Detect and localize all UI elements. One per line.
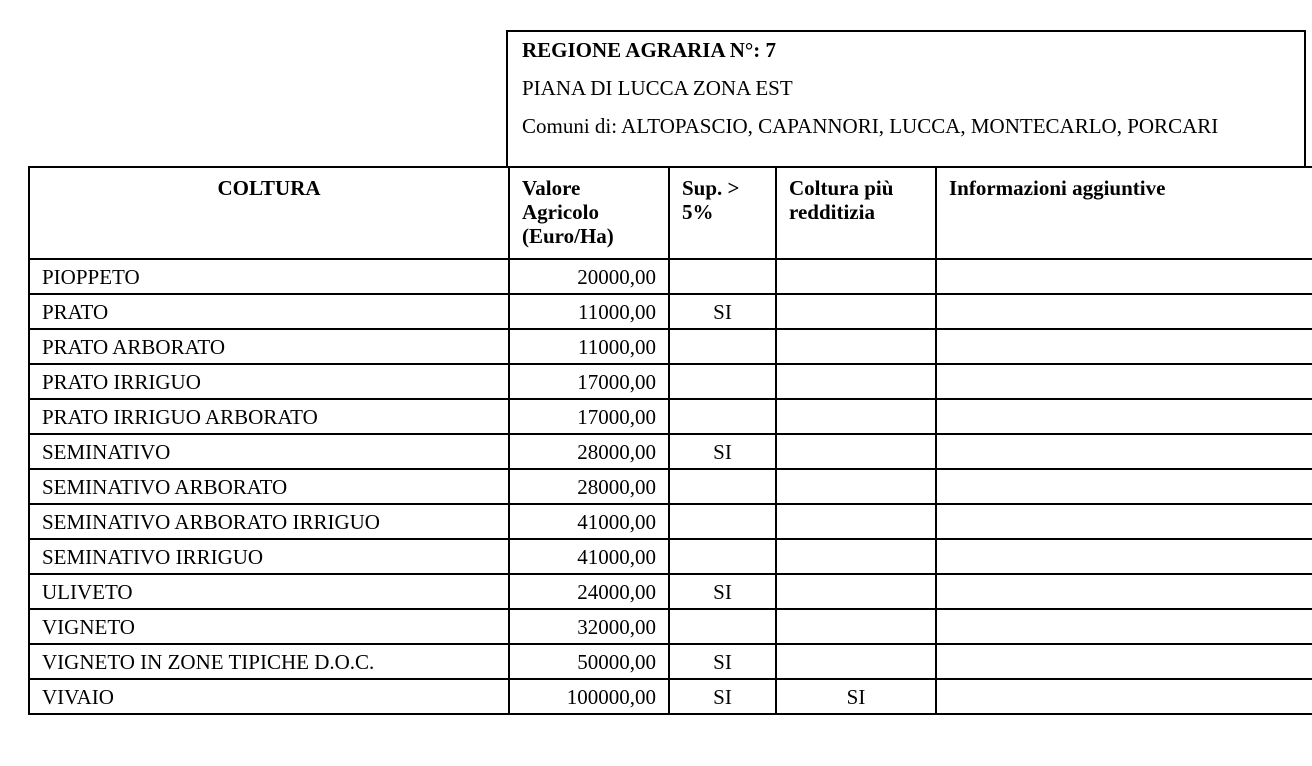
cell-sup: SI: [669, 434, 776, 469]
cell-sup: [669, 539, 776, 574]
cell-sup: [669, 259, 776, 294]
cell-info: [936, 539, 1312, 574]
cell-info: [936, 504, 1312, 539]
table-row: [29, 399, 1312, 434]
cell-sup: [669, 399, 776, 434]
cell-info: [936, 399, 1312, 434]
cell-valore: 11000,00: [509, 329, 669, 364]
cell-valore: 41000,00: [509, 539, 669, 574]
table-header-row: [29, 167, 1312, 259]
column-header-coltura: COLTURA: [29, 167, 509, 259]
column-header-sup: Sup. > 5%: [669, 167, 776, 259]
table-row: [29, 434, 1312, 469]
cell-coltura: PRATO: [29, 294, 509, 329]
cell-sup: [669, 364, 776, 399]
table-row: [29, 504, 1312, 539]
region-comuni: Comuni di: ALTOPASCIO, CAPANNORI, LUCCA, MONTECARLO, PORCARI: [522, 114, 1219, 138]
table-row: [29, 469, 1312, 504]
table-row: [29, 609, 1312, 644]
cell-redditizia: [776, 329, 936, 364]
cell-sup: [669, 609, 776, 644]
table-row: [29, 329, 1312, 364]
cell-valore: 17000,00: [509, 364, 669, 399]
cell-sup: SI: [669, 294, 776, 329]
cell-redditizia: [776, 539, 936, 574]
cell-valore: 24000,00: [509, 574, 669, 609]
cell-info: [936, 679, 1312, 714]
cell-redditizia: [776, 609, 936, 644]
table-row: [29, 364, 1312, 399]
cell-coltura: VIGNETO: [29, 609, 509, 644]
column-header-info: Informazioni aggiuntive: [936, 167, 1312, 259]
cell-info: [936, 259, 1312, 294]
table-body: [29, 259, 1312, 714]
cell-info: [936, 574, 1312, 609]
cell-coltura: PRATO IRRIGUO ARBORATO: [29, 399, 509, 434]
region-header: [506, 30, 1306, 166]
table-row: [29, 574, 1312, 609]
cell-redditizia: [776, 259, 936, 294]
cell-coltura: VIVAIO: [29, 679, 509, 714]
cell-valore: 41000,00: [509, 504, 669, 539]
cell-valore: 32000,00: [509, 609, 669, 644]
table-row: [29, 259, 1312, 294]
cell-valore: 28000,00: [509, 434, 669, 469]
region-title: REGIONE AGRARIA N°: 7: [522, 38, 777, 62]
cell-sup: [669, 329, 776, 364]
table-row: [29, 294, 1312, 329]
cell-info: [936, 294, 1312, 329]
cell-redditizia: [776, 364, 936, 399]
cell-coltura: PIOPPETO: [29, 259, 509, 294]
cell-info: [936, 609, 1312, 644]
cell-valore: 28000,00: [509, 469, 669, 504]
cell-redditizia: [776, 469, 936, 504]
table-row: [29, 644, 1312, 679]
cell-coltura: PRATO ARBORATO: [29, 329, 509, 364]
region-zone: PIANA DI LUCCA ZONA EST: [522, 76, 793, 100]
cell-redditizia: [776, 434, 936, 469]
cell-coltura: VIGNETO IN ZONE TIPICHE D.O.C.: [29, 644, 509, 679]
cell-coltura: SEMINATIVO ARBORATO IRRIGUO: [29, 504, 509, 539]
cell-redditizia: [776, 644, 936, 679]
cell-coltura: PRATO IRRIGUO: [29, 364, 509, 399]
table-row: [29, 679, 1312, 714]
cell-sup: [669, 504, 776, 539]
cell-redditizia: [776, 294, 936, 329]
cell-coltura: SEMINATIVO IRRIGUO: [29, 539, 509, 574]
cell-sup: SI: [669, 644, 776, 679]
cell-info: [936, 329, 1312, 364]
crop-values-table: [28, 166, 1312, 715]
table-row: [29, 539, 1312, 574]
column-header-redditizia: Coltura più redditizia: [776, 167, 936, 259]
cell-info: [936, 644, 1312, 679]
cell-info: [936, 364, 1312, 399]
cell-coltura: SEMINATIVO: [29, 434, 509, 469]
cell-coltura: SEMINATIVO ARBORATO: [29, 469, 509, 504]
cell-sup: SI: [669, 574, 776, 609]
cell-sup: [669, 469, 776, 504]
cell-valore: 20000,00: [509, 259, 669, 294]
cell-redditizia: [776, 504, 936, 539]
cell-info: [936, 469, 1312, 504]
column-header-valore: Valore Agricolo (Euro/Ha): [509, 167, 669, 259]
cell-info: [936, 434, 1312, 469]
cell-valore: 17000,00: [509, 399, 669, 434]
cell-redditizia: SI: [776, 679, 936, 714]
cell-coltura: ULIVETO: [29, 574, 509, 609]
cell-valore: 50000,00: [509, 644, 669, 679]
cell-valore: 100000,00: [509, 679, 669, 714]
cell-sup: SI: [669, 679, 776, 714]
cell-redditizia: [776, 399, 936, 434]
cell-redditizia: [776, 574, 936, 609]
cell-valore: 11000,00: [509, 294, 669, 329]
